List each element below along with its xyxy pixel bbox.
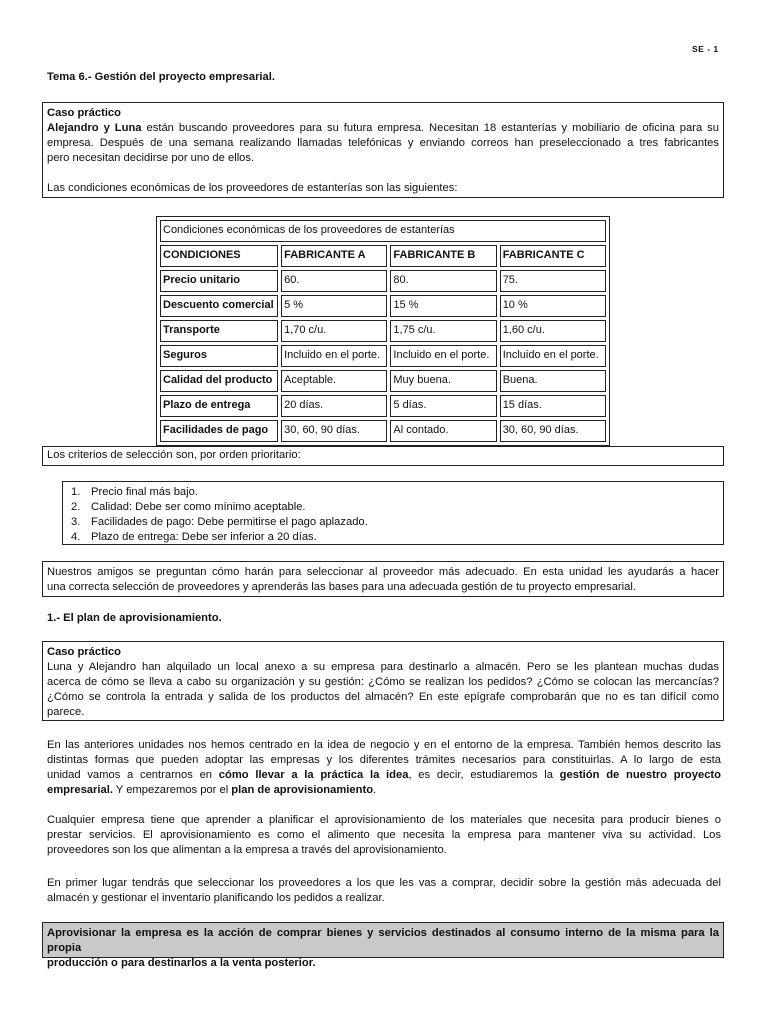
table-caption: Condiciones económicas de los proveedores de estanterías [160, 220, 606, 242]
table-cell: 5 días. [390, 395, 496, 417]
paragraph-line [47, 768, 721, 783]
table-row [160, 345, 606, 367]
list-number: 4. [71, 531, 81, 543]
paragraph-1 [47, 738, 721, 798]
paragraph-2 [47, 813, 721, 858]
case-study-label: Caso práctico [47, 107, 121, 119]
table-header: FABRICANTE C [500, 245, 606, 267]
table-cell: Incluido en el porte. [390, 345, 496, 367]
row-label: Calidad del producto [160, 370, 278, 392]
section-title: 1.- El plan de aprovisionamiento. [47, 612, 222, 624]
table-cell: 1,70 c/u. [281, 320, 387, 342]
table-cell: 15 días. [500, 395, 606, 417]
paragraph-line: distintas formas que pueden adoptar las empresas y los diferentes trámites necesarios para constituirlas. A lo largo de esta [47, 754, 721, 766]
page-title: Tema 6.- Gestión del proyecto empresarial. [47, 71, 275, 83]
paragraph-line: prestar servicios. El aprovisionamiento es como el alimento que necesita la empresa para mantener viva su actividad. Los [47, 829, 721, 841]
table-cell: Aceptable. [281, 370, 387, 392]
criteria-list [67, 485, 719, 545]
list-item [67, 485, 719, 500]
list-number: 3. [71, 516, 81, 528]
table-cell: 80. [390, 270, 496, 292]
table-cell: 75. [500, 270, 606, 292]
text-run: unidad vamos a centrarnos en [47, 769, 219, 781]
conditions-table [156, 216, 610, 446]
text-run: Y empezaremos por el [112, 784, 232, 796]
criteria-list-box [62, 481, 724, 545]
paragraph-line: Cualquier empresa tiene que aprender a planificar el aprovisionamiento de los materiales que necesita para producir bienes o [47, 814, 721, 826]
case-study-line: ¿Cómo se controla la entrada y salida de los productos del almacén? En este epígrafe comprobarán que no es tan difícil como [47, 691, 719, 703]
case-study-label: Caso práctico [47, 646, 121, 658]
case-study-box-1 [42, 102, 724, 198]
paragraph-line [47, 783, 721, 798]
table-header: CONDICIONES [160, 245, 278, 267]
list-item [67, 500, 719, 515]
table-cell: 1,75 c/u. [390, 320, 496, 342]
definition-box [42, 922, 724, 969]
case-study-line: pero necesitan decidirse por uno de ellos. [47, 152, 255, 164]
case-study-box-2 [42, 641, 724, 721]
table-cell: 15 % [390, 295, 496, 317]
row-label: Descuento comercial [160, 295, 278, 317]
table-cell: 20 días. [281, 395, 387, 417]
definition-line: producción o para destinarlos a la venta posterior. [47, 957, 316, 969]
row-label: Facilidades de pago [160, 420, 278, 442]
table-cell: 60. [281, 270, 387, 292]
table-row [160, 295, 606, 317]
case-study-line: Las condiciones económicas de los proveedores de estanterías son las siguientes: [47, 182, 458, 194]
emphasis: plan de aprovisionamiento [231, 784, 374, 796]
table-cell: Muy buena. [390, 370, 496, 392]
paragraph-line: En las anteriores unidades nos hemos centrado en la idea de negocio y en el entorno de la empresa. También hemos descrito las [47, 739, 721, 751]
table-header: FABRICANTE B [390, 245, 496, 267]
list-item [67, 530, 719, 545]
case-study-line [47, 121, 719, 136]
case-study-names: Alejandro y Luna [47, 122, 142, 134]
case-study-line: parece. [47, 706, 85, 718]
table-cell: 30, 60, 90 días. [500, 420, 606, 442]
emphasis: cómo llevar a la práctica la idea [218, 769, 409, 781]
table-cell: Buena. [500, 370, 606, 392]
table-caption-row [160, 220, 606, 242]
emphasis: empresarial. [47, 784, 113, 796]
list-item [67, 515, 719, 530]
row-label: Precio unitario [160, 270, 278, 292]
paragraph-3 [47, 876, 721, 906]
page-number: SE - 1 [692, 44, 719, 54]
row-label: Seguros [160, 345, 278, 367]
table-cell: 1,60 c/u. [500, 320, 606, 342]
case-study-line: Luna y Alejandro han alquilado un local anexo a su empresa para destinarlo a almacén. Pero se les plantean muchas dudas [47, 661, 719, 673]
table-header-row [160, 245, 606, 267]
table-row [160, 420, 606, 442]
paragraph-line: almacén y gestionar el inventario planificando los pedidos a realizar. [47, 892, 385, 904]
row-label: Transporte [160, 320, 278, 342]
table-row [160, 395, 606, 417]
intro-line: una correcta selección de proveedores y aprenderás las bases para una adecuada gestión de tu proyecto empresarial. [47, 581, 636, 593]
table-row [160, 320, 606, 342]
table-cell: 10 % [500, 295, 606, 317]
table-cell: Incluido en el porte. [500, 345, 606, 367]
list-text: Plazo de entrega: Debe ser inferior a 20 días. [91, 531, 317, 543]
table-row [160, 270, 606, 292]
text-run: , es decir, estudiaremos la [408, 769, 560, 781]
list-text: Precio final más bajo. [91, 486, 198, 498]
paragraph-line: proveedores son los que alimentan a la empresa a través del aprovisionamiento. [47, 844, 447, 856]
table-header: FABRICANTE A [281, 245, 387, 267]
criteria-intro-box [42, 446, 724, 466]
case-study-line: empresa. Después de una semana realizando llamadas telefónicas y enviando correos han preseleccionado a tres fabricantes [47, 137, 719, 149]
paragraph-line: En primer lugar tendrás que seleccionar los proveedores a los que les vas a comprar, decidir sobre la gestión más adecuada del [47, 877, 721, 889]
row-label: Plazo de entrega [160, 395, 278, 417]
list-text: Calidad: Debe ser como mínimo aceptable. [91, 501, 306, 513]
table-cell: 30, 60, 90 días. [281, 420, 387, 442]
list-number: 1. [71, 486, 81, 498]
table-cell: 5 % [281, 295, 387, 317]
criteria-intro: Los criterios de selección son, por orden prioritario: [47, 449, 301, 461]
intro-box [42, 561, 724, 597]
definition-line: Aprovisionar la empresa es la acción de comprar bienes y servicios destinados al consumo interno de la misma para la propia [47, 927, 719, 954]
table-cell: Incluido en el porte. [281, 345, 387, 367]
text-run: . [373, 784, 377, 796]
emphasis: gestión de nuestro proyecto [559, 769, 721, 781]
table-cell: Al contado. [390, 420, 496, 442]
intro-line: Nuestros amigos se preguntan cómo harán para seleccionar al proveedor más adecuado. En esta unidad les ayudarás a hacer [47, 566, 719, 578]
list-text: Facilidades de pago: Debe permitirse el pago aplazado. [91, 516, 368, 528]
list-number: 2. [71, 501, 81, 513]
case-study-text: están buscando proveedores para su futura empresa. Necesitan 18 estanterías y mobiliario de oficina para su [141, 122, 719, 134]
case-study-line: acerca de cómo se lleva a cabo su organización y su gestión: ¿Cómo se realizan los pedidos? ¿Cómo se colocan las mercancías? [47, 676, 719, 688]
table-row [160, 370, 606, 392]
